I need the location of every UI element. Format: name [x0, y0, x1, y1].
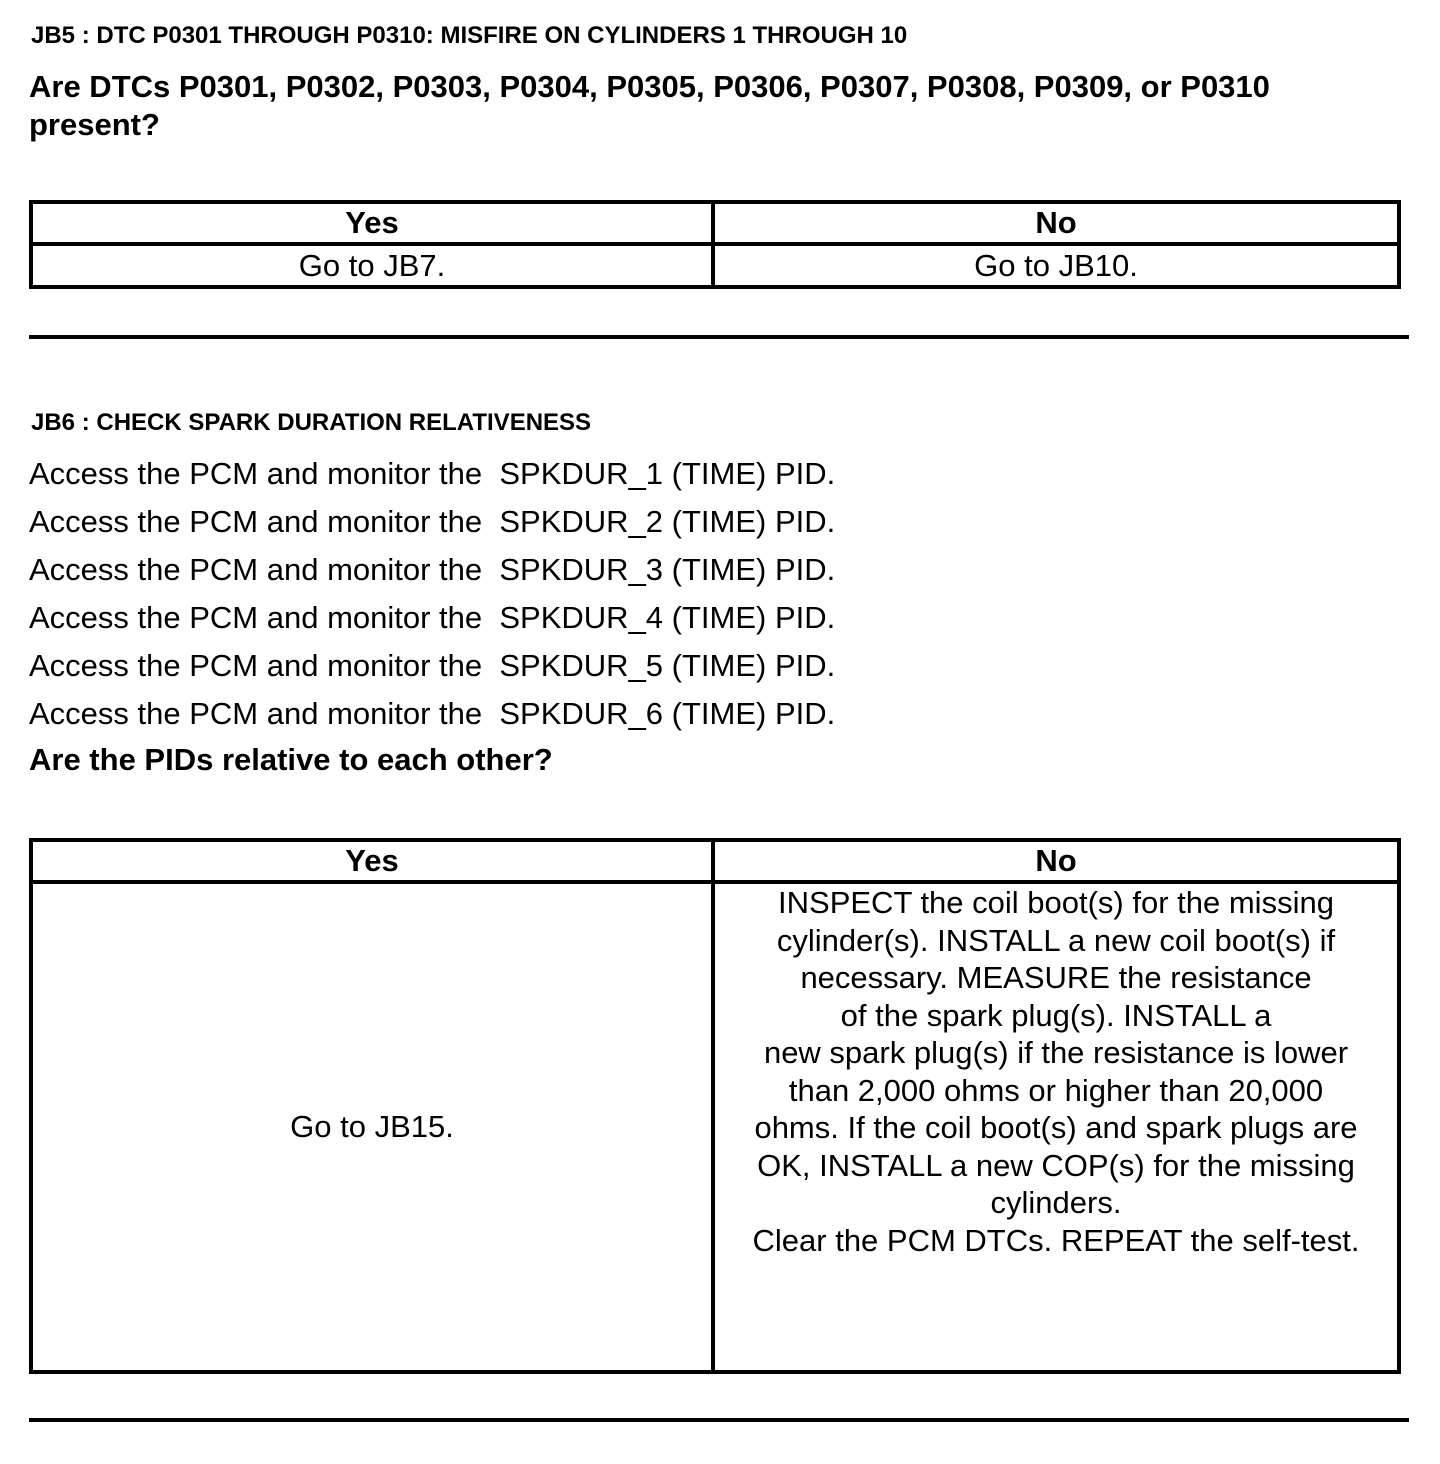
section-divider — [29, 1418, 1409, 1422]
instruction-line: Access the PCM and monitor the SPKDUR_4 (TIME) PID. — [29, 600, 836, 635]
no-header: No — [713, 840, 1399, 882]
no-action-line: of the spark plug(s). INSTALL a — [840, 997, 1272, 1033]
instruction-line: Access the PCM and monitor the SPKDUR_2 (TIME) PID. — [29, 504, 836, 539]
table-header-row — [31, 840, 1399, 882]
section-divider — [29, 335, 1409, 339]
jb5-no-action: Go to JB10. — [713, 244, 1399, 287]
no-action-line: INSPECT the coil boot(s) for the missing — [778, 885, 1334, 920]
instruction-line: Access the PCM and monitor the SPKDUR_5 (TIME) PID. — [29, 648, 836, 683]
no-action-line: than 2,000 ohms or higher than 20,000 — [788, 1072, 1324, 1108]
jb6-decision-table — [29, 838, 1401, 1374]
jb6-question: Are the PIDs relative to each other? — [29, 742, 553, 777]
yes-header: Yes — [31, 840, 713, 882]
no-action-line: cylinder(s). INSTALL a new coil boot(s) if — [776, 922, 1336, 958]
instruction-line: Access the PCM and monitor the SPKDUR_3 (TIME) PID. — [29, 552, 836, 587]
table-row — [31, 244, 1399, 287]
table-header-row — [31, 202, 1399, 244]
no-action-line: ohms. If the coil boot(s) and spark plugs are — [754, 1110, 1358, 1145]
jb5-heading: JB5 : DTC P0301 THROUGH P0310: MISFIRE ON CYLINDERS 1 THROUGH 10 — [31, 22, 908, 49]
no-action-line: new spark plug(s) if the resistance is lower — [763, 1035, 1349, 1070]
yes-header: Yes — [31, 202, 713, 244]
jb5-yes-action: Go to JB7. — [31, 244, 713, 287]
jb5-question: Are DTCs P0301, P0302, P0303, P0304, P0305, P0306, P0307, P0308, P0309, or P0310 present? — [29, 69, 1270, 142]
table-row — [31, 882, 1399, 1372]
no-header: No — [713, 202, 1399, 244]
jb5-decision-table — [29, 200, 1401, 289]
jb6-no-action — [713, 882, 1399, 1372]
instruction-line: Access the PCM and monitor the SPKDUR_1 (TIME) PID. — [29, 456, 836, 491]
instruction-line: Access the PCM and monitor the SPKDUR_6 (TIME) PID. — [29, 696, 836, 731]
no-action-line: cylinders. — [990, 1185, 1122, 1220]
no-action-line: OK, INSTALL a new COP(s) for the missing — [757, 1147, 1355, 1183]
jb6-heading: JB6 : CHECK SPARK DURATION RELATIVENESS — [31, 409, 592, 436]
jb6-yes-action: Go to JB15. — [31, 882, 713, 1372]
no-action-line: Clear the PCM DTCs. REPEAT the self-test. — [752, 1222, 1360, 1258]
no-action-line: necessary. MEASURE the resistance — [800, 960, 1312, 995]
